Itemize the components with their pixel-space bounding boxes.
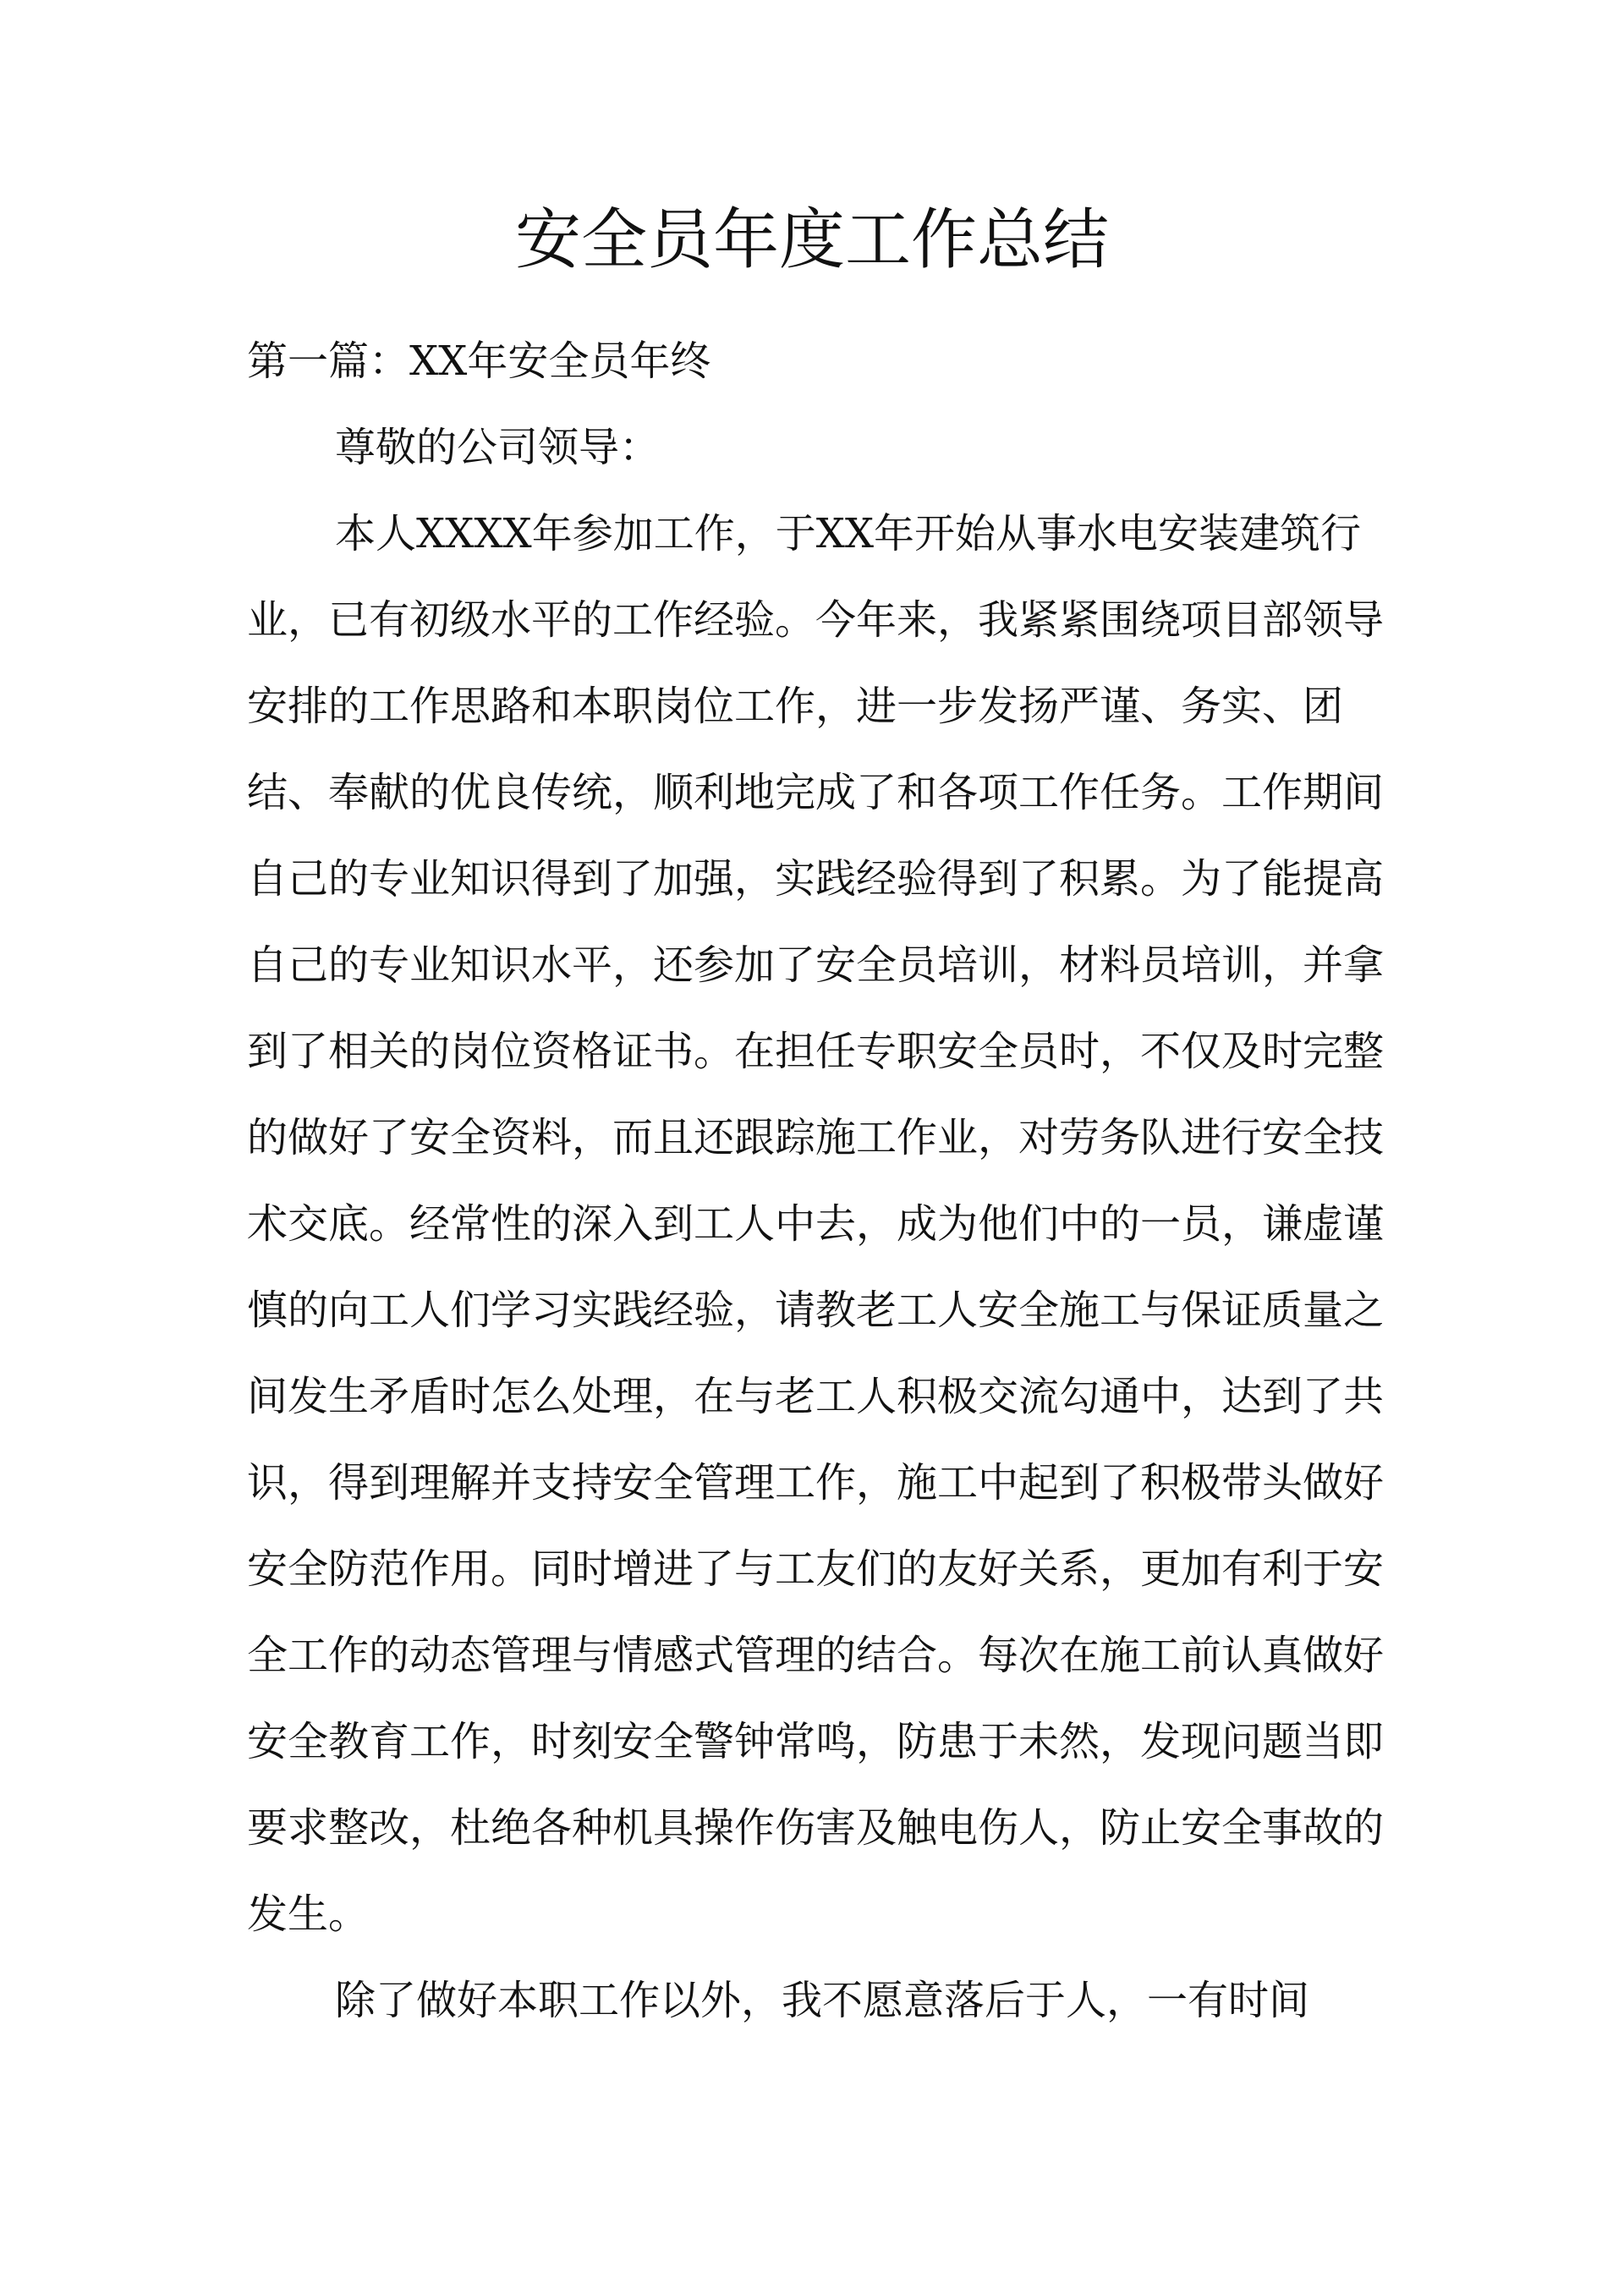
section-heading: 第一篇：XX年安全员年终: [247, 338, 711, 385]
document-body: [247, 318, 1397, 2044]
body-paragraph-1: 本人XXXX年参加工作，于XX年开始从事水电安装建筑行业，已有初级水平的工作经验。今年来，我紧紧围绕项目部领导安排的工作思路和本职岗位工作，进一步发扬严谨、务实、团结、奉献的优良传统，顺利地完成了和各项工作任务。工作期间自己的专业知识得到了加强，实践经验得到了积累。为了能提高自己的专业知识水平，还参加了安全员培训，材料员培训，并拿到了相关的岗位资格证书。在担任专职安全员时，不仅及时完整的做好了安全资料，而且还跟踪施工作业，对劳务队进行安全技术交底。经常性的深入到工人中去，成为他们中的一员，谦虚谨慎的向工人们学习实践经验，请教老工人安全施工与保证质量之间发生矛盾时怎么处理，在与老工人积极交流勾通中，达到了共识，得到理解并支持安全管理工作，施工中起到了积极带头做好安全防范作用。同时增进了与工友们的友好关系，更加有利于安全工作的动态管理与情感式管理的结合。每次在施工前认真做好安全教育工作，时刻安全警钟常鸣，防患于未然，发现问题当即要求整改，杜绝各种机具操作伤害及触电伤人，防止安全事故的发生。: [247, 510, 1385, 1938]
document-title: 安全员年度工作总结: [514, 202, 1109, 278]
body-paragraph-2: 除了做好本职工作以外，我不愿意落后于人，一有时间: [335, 1977, 1310, 2024]
salutation: 尊敬的公司领导：: [335, 424, 661, 471]
